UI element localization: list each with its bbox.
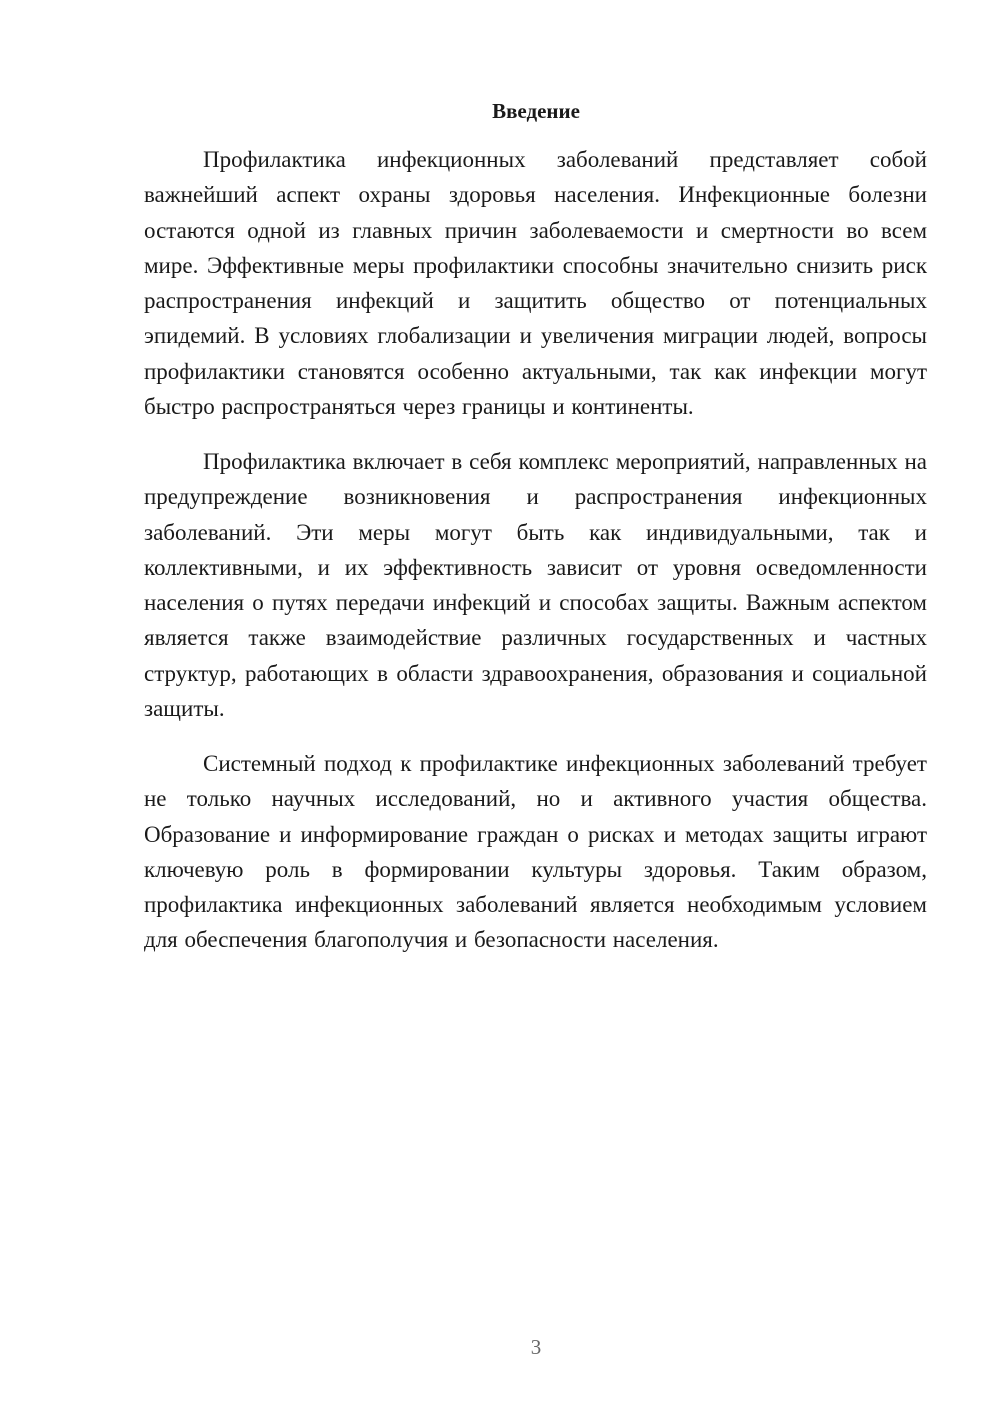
paragraph-2: Профилактика включает в себя комплекс мероприятий, направленных на предупреждение возникновения и распространения инфекционных заболеваний. Эти меры могут быть как индивидуальными, так и коллективными, и их эффективность зависит от уровня осведомленности населения о путях передачи инфекций и способах защиты. Важным аспектом является также взаимодействие различных государственных и частных структур, работающих в области здравоохранения, образования и социальной защиты. [144,449,927,722]
paragraph-3: Системный подход к профилактике инфекционных заболеваний требует не только научных исследований, но и активного участия общества. Образование и информирование граждан о рисках и методах защиты играют ключевую роль в формировании культуры здоровья. Таким образом, профилактика инфекционных заболеваний является необходимым условием для обеспечения благополучия и безопасности населения. [144,751,927,953]
section-heading: Введение [492,99,580,123]
page-number: 3 [530,1335,542,1359]
paragraph-1: Профилактика инфекционных заболеваний представляет собой важнейший аспект охраны здоровья населения. Инфекционные болезни остаются одной из главных причин заболеваемости и смертности во всем мире. Эффективные меры профилактики способны значительно снизить риск распространения инфекций и защитить общество от потенциальных эпидемий. В условиях глобализации и увеличения миграции людей, вопросы профилактики становятся особенно актуальными, так как инфекции могут быстро распространяться через границы и континенты. [144,147,927,420]
